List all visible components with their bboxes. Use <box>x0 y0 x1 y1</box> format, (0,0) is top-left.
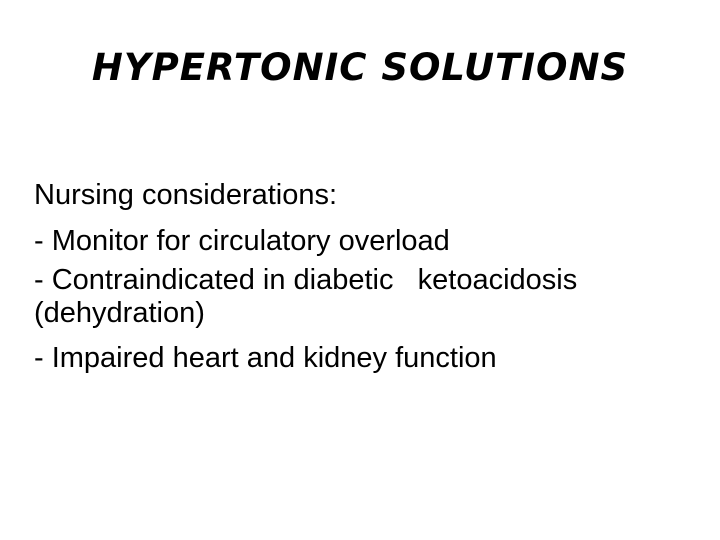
body-line-contraindicated: - Contraindicated in diabetic ketoacidosis <box>34 264 578 296</box>
body-line-monitor: - Monitor for circulatory overload <box>34 225 450 257</box>
body-line-impaired: - Impaired heart and kidney function <box>34 342 497 374</box>
body-line-dehydration: (dehydration) <box>34 297 205 329</box>
slide-body <box>34 172 714 386</box>
body-line-heading: Nursing considerations: <box>34 179 338 211</box>
slide-title: HYPERTONIC SOLUTIONS <box>91 46 629 89</box>
